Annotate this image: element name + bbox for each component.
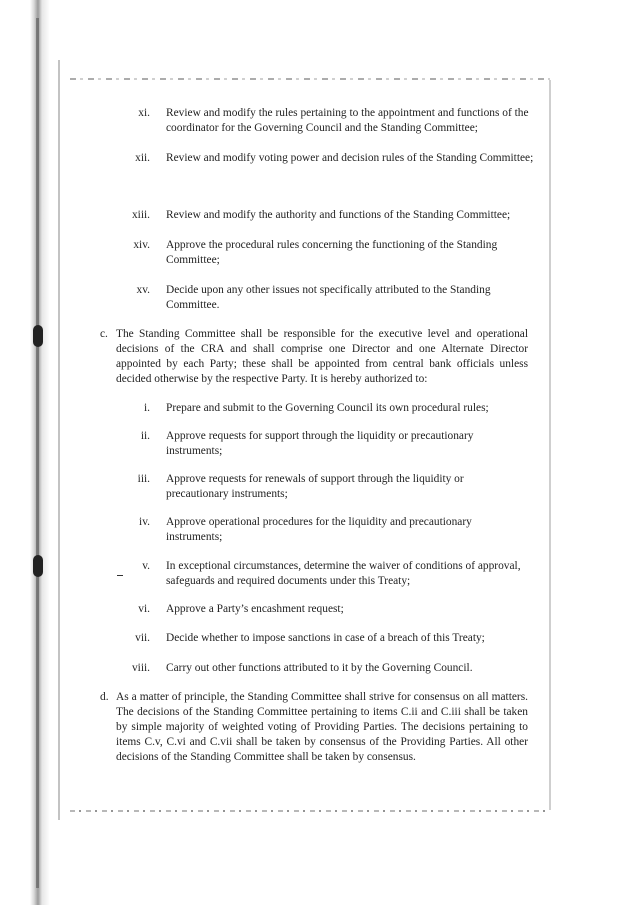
binding-shadow-inner [58,60,60,820]
scan-border-bottom [70,810,550,812]
binding-edge [0,0,62,905]
list-item-text: Approve the procedural rules concerning the functioning of the Standing Committee; [166,239,498,266]
list-item-number: xi. [138,107,150,119]
punch-hole [33,325,43,347]
list-item-text: Review and modify voting power and decision rules of the Standing Committee; [166,152,534,164]
list-item-text: Approve operational procedures for the liquidity and precautionary instruments; [166,516,472,543]
list-item-text: Decide upon any other issues not specifically attributed to the Standing Committee. [166,284,491,311]
list-item-number: xv. [136,284,150,296]
list-item-text: Review and modify the authority and functions of the Standing Committee; [166,209,511,221]
list-item-number: v. [142,560,150,572]
scan-border-right [549,80,551,810]
list-item-number: xiv. [133,239,150,251]
paragraph-letter: c. [100,328,108,340]
list-item-number: iii. [137,473,150,485]
list-item-text: In exceptional circumstances, determine the waiver of conditions of approval, safeguards and required documents under this Treaty; [166,560,521,587]
list-item-text: Approve a Party’s encashment request; [166,603,344,615]
list-item-text: Approve requests for renewals of support through the liquidity or precautionary instruments; [166,473,464,500]
list-item-number: xii. [135,152,150,164]
list-item-text: Decide whether to impose sanctions in case of a breach of this Treaty; [166,632,485,644]
list-item-number: iv. [139,516,150,528]
list-item-number: xiii. [131,209,150,221]
paragraph-letter: d. [100,691,109,703]
list-item-text: Approve requests for support through the liquidity or precautionary instruments; [166,430,474,457]
punch-hole [33,555,43,577]
list-item-number: vii. [135,632,150,644]
list-item-number: i. [143,402,150,414]
stray-mark [117,575,123,576]
paragraph-text: The Standing Committee shall be responsible for the executive level and operational decisions of the CRA and shall comprise one Director and one Alternate Director appointed by each Party; these shall be appointed from central bank officials unless decided otherwise by the respective Party. It is hereby authorized to: [116,328,528,385]
list-item-number: vi. [138,603,150,615]
list-item-text: Prepare and submit to the Governing Council its own procedural rules; [166,402,489,414]
binding-shadow [36,18,39,888]
list-item-text: Review and modify the rules pertaining to the appointment and functions of the coordinator for the Governing Council and the Standing Committee; [166,107,529,134]
list-item-number: ii. [140,430,150,442]
list-item-number: viii. [131,662,150,674]
scan-border-top [70,78,550,80]
list-item-text: Carry out other functions attributed to it by the Governing Council. [166,662,473,674]
paragraph-text: As a matter of principle, the Standing Committee shall strive for consensus on all matters. The decisions of the Standing Committee pertaining to items C.ii and C.iii shall be taken by simple majority of weighted voting of Providing Parties. The decisions pertaining to items C.v, C.vi and C.vii shall be taken by consensus of the Providing Parties. All other decisions of the Standing Committee shall be taken by consensus. [116,691,528,763]
